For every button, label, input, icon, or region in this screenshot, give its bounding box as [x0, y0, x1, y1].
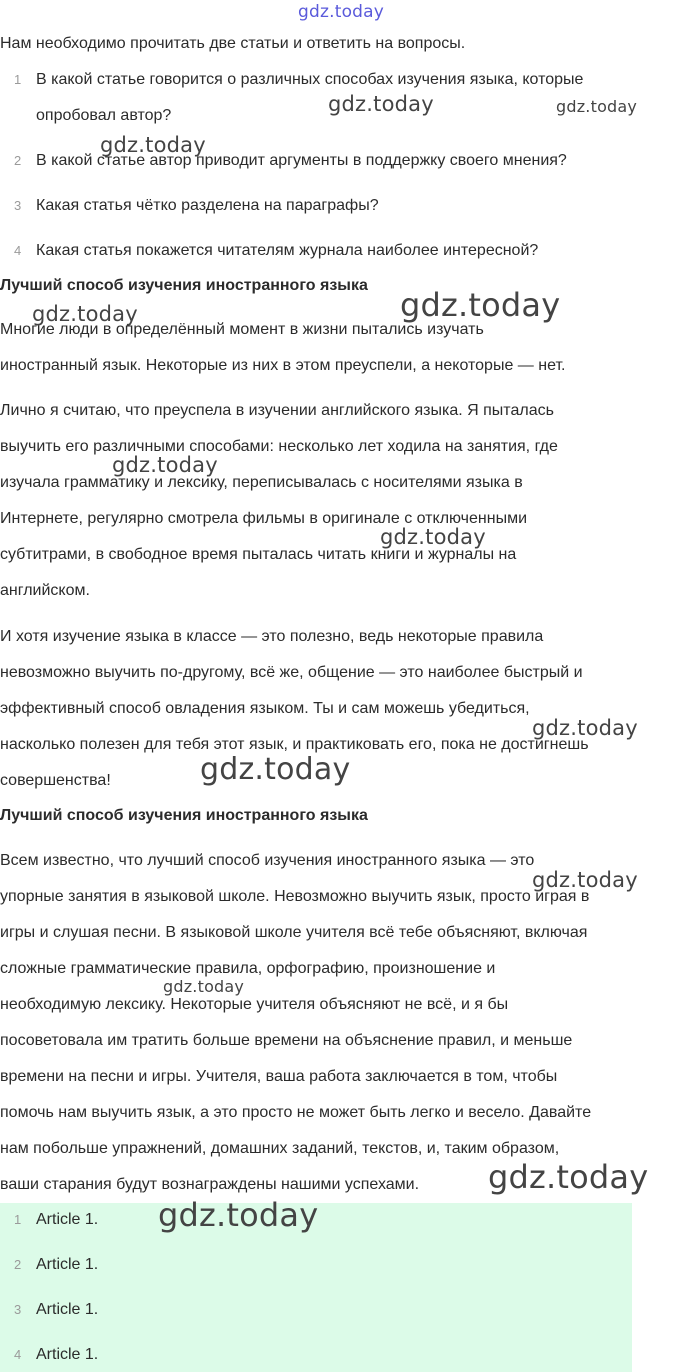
- text-line: Всем известно, что лучший способ изучения иностранного языка — это: [0, 852, 535, 869]
- text-line: выучить его различными способами: несколько лет ходила на занятия, где: [0, 438, 558, 455]
- watermark: gdz.today: [158, 1196, 319, 1234]
- text-line: Интернете, регулярно смотрела фильмы в оригинале с отключенными: [0, 510, 528, 527]
- question-text: Какая статья покажется читателям журнала наиболее интересной?: [36, 242, 539, 259]
- answer-text: Article 1.: [36, 1346, 99, 1363]
- text-line: посоветовала им тратить больше времени на объяснение правил, и меньше: [0, 1032, 573, 1049]
- text-line: Многие люди в определённый момент в жизни пытались изучать: [0, 321, 484, 338]
- article-2-paragraph: [0, 843, 680, 1203]
- question-item: [14, 62, 674, 134]
- answer-text: Article 1.: [36, 1301, 99, 1318]
- text-line: английском.: [0, 582, 90, 599]
- question-text: В какой статье говорится о различных способах изучения языка, которые опробовал автор?: [36, 71, 584, 124]
- question-item: [14, 188, 674, 224]
- intro-text: Нам необходимо прочитать две статьи и ответить на вопросы.: [0, 35, 466, 52]
- text-line: помочь нам выучить язык, а это просто не может быть легко и весело. Давайте: [0, 1104, 592, 1121]
- question-text: Какая статья чётко разделена на параграфы?: [36, 197, 379, 214]
- watermark: gdz.today: [298, 2, 385, 22]
- answer-number: 3: [14, 1302, 22, 1317]
- watermark: gdz.today: [100, 133, 206, 157]
- text-line: игры и слушая песни. В языковой школе учителя всё тебе объясняют, включая: [0, 924, 588, 941]
- text-line: Лично я считаю, что преуспела в изучении английского языка. Я пыталась: [0, 402, 554, 419]
- watermark: gdz.today: [32, 302, 138, 326]
- text-line: невозможно выучить по-другому, всё же, общение — это наиболее быстрый и: [0, 664, 583, 681]
- question-item: [14, 143, 674, 179]
- answer-number: 4: [14, 1347, 22, 1362]
- watermark: gdz.today: [380, 525, 486, 549]
- text-line: необходимую лексику. Некоторые учителя объясняют не всё, и я бы: [0, 996, 509, 1013]
- text-line: насколько полезен для тебя этот язык, и практиковать его, пока не достигнешь: [0, 736, 589, 753]
- answer-item: [14, 1205, 98, 1235]
- text-line: И хотя изучение языка в классе — это полезно, ведь некоторые правила: [0, 628, 544, 645]
- text-line: субтитрами, в свободное время пыталась читать книги и журналы на: [0, 546, 517, 563]
- question-number: 4: [14, 243, 22, 258]
- answer-item: [14, 1295, 98, 1325]
- watermark: gdz.today: [328, 92, 434, 116]
- text-line: эффективный способ овладения языком. Ты и сам можешь убедиться,: [0, 700, 530, 717]
- question-number: 2: [14, 153, 22, 168]
- text-line: иностранный язык. Некоторые из них в этом преуспели, а некоторые — нет.: [0, 357, 566, 374]
- watermark: gdz.today: [556, 97, 638, 116]
- article-2-title: Лучший способ изучения иностранного языка: [0, 807, 368, 824]
- watermark: gdz.today: [400, 286, 561, 324]
- answer-number: 1: [14, 1212, 22, 1227]
- article-1-paragraph-1: [0, 312, 680, 384]
- question-number: 3: [14, 198, 22, 213]
- answer-text: Article 1.: [36, 1256, 99, 1273]
- question-number: 1: [14, 72, 22, 87]
- article-1-title: Лучший способ изучения иностранного языка: [0, 277, 368, 294]
- answer-item: [14, 1250, 98, 1280]
- watermark: gdz.today: [112, 453, 218, 477]
- text-line: времени на песни и игры. Учителя, ваша работа заключается в том, чтобы: [0, 1068, 558, 1085]
- article-1-paragraph-2: [0, 393, 680, 609]
- text-line: совершенства!: [0, 772, 111, 789]
- watermark: gdz.today: [200, 752, 351, 787]
- text-line: ваши старания будут вознаграждены нашими успехами.: [0, 1176, 420, 1193]
- watermark: gdz.today: [532, 716, 638, 740]
- answer-text: Article 1.: [36, 1211, 99, 1228]
- article-1-paragraph-3: [0, 619, 680, 799]
- watermark: gdz.today: [163, 977, 245, 996]
- answers-box: [0, 1203, 632, 1372]
- watermark: gdz.today: [532, 868, 638, 892]
- text-line: изучала грамматику и лексику, переписывалась с носителями языка в: [0, 474, 523, 491]
- watermark: gdz.today: [488, 1158, 649, 1196]
- answer-item: [14, 1340, 98, 1370]
- question-text: В какой статье автор приводит аргументы в поддержку своего мнения?: [36, 152, 567, 169]
- question-item: [14, 233, 674, 269]
- text-line: нам побольше упражнений, домашних заданий, текстов, и, таким образом,: [0, 1140, 560, 1157]
- answer-number: 2: [14, 1257, 22, 1272]
- text-line: сложные грамматические правила, орфографию, произношение и: [0, 960, 496, 977]
- text-line: упорные занятия в языковой школе. Невозможно выучить язык, просто играя в: [0, 888, 590, 905]
